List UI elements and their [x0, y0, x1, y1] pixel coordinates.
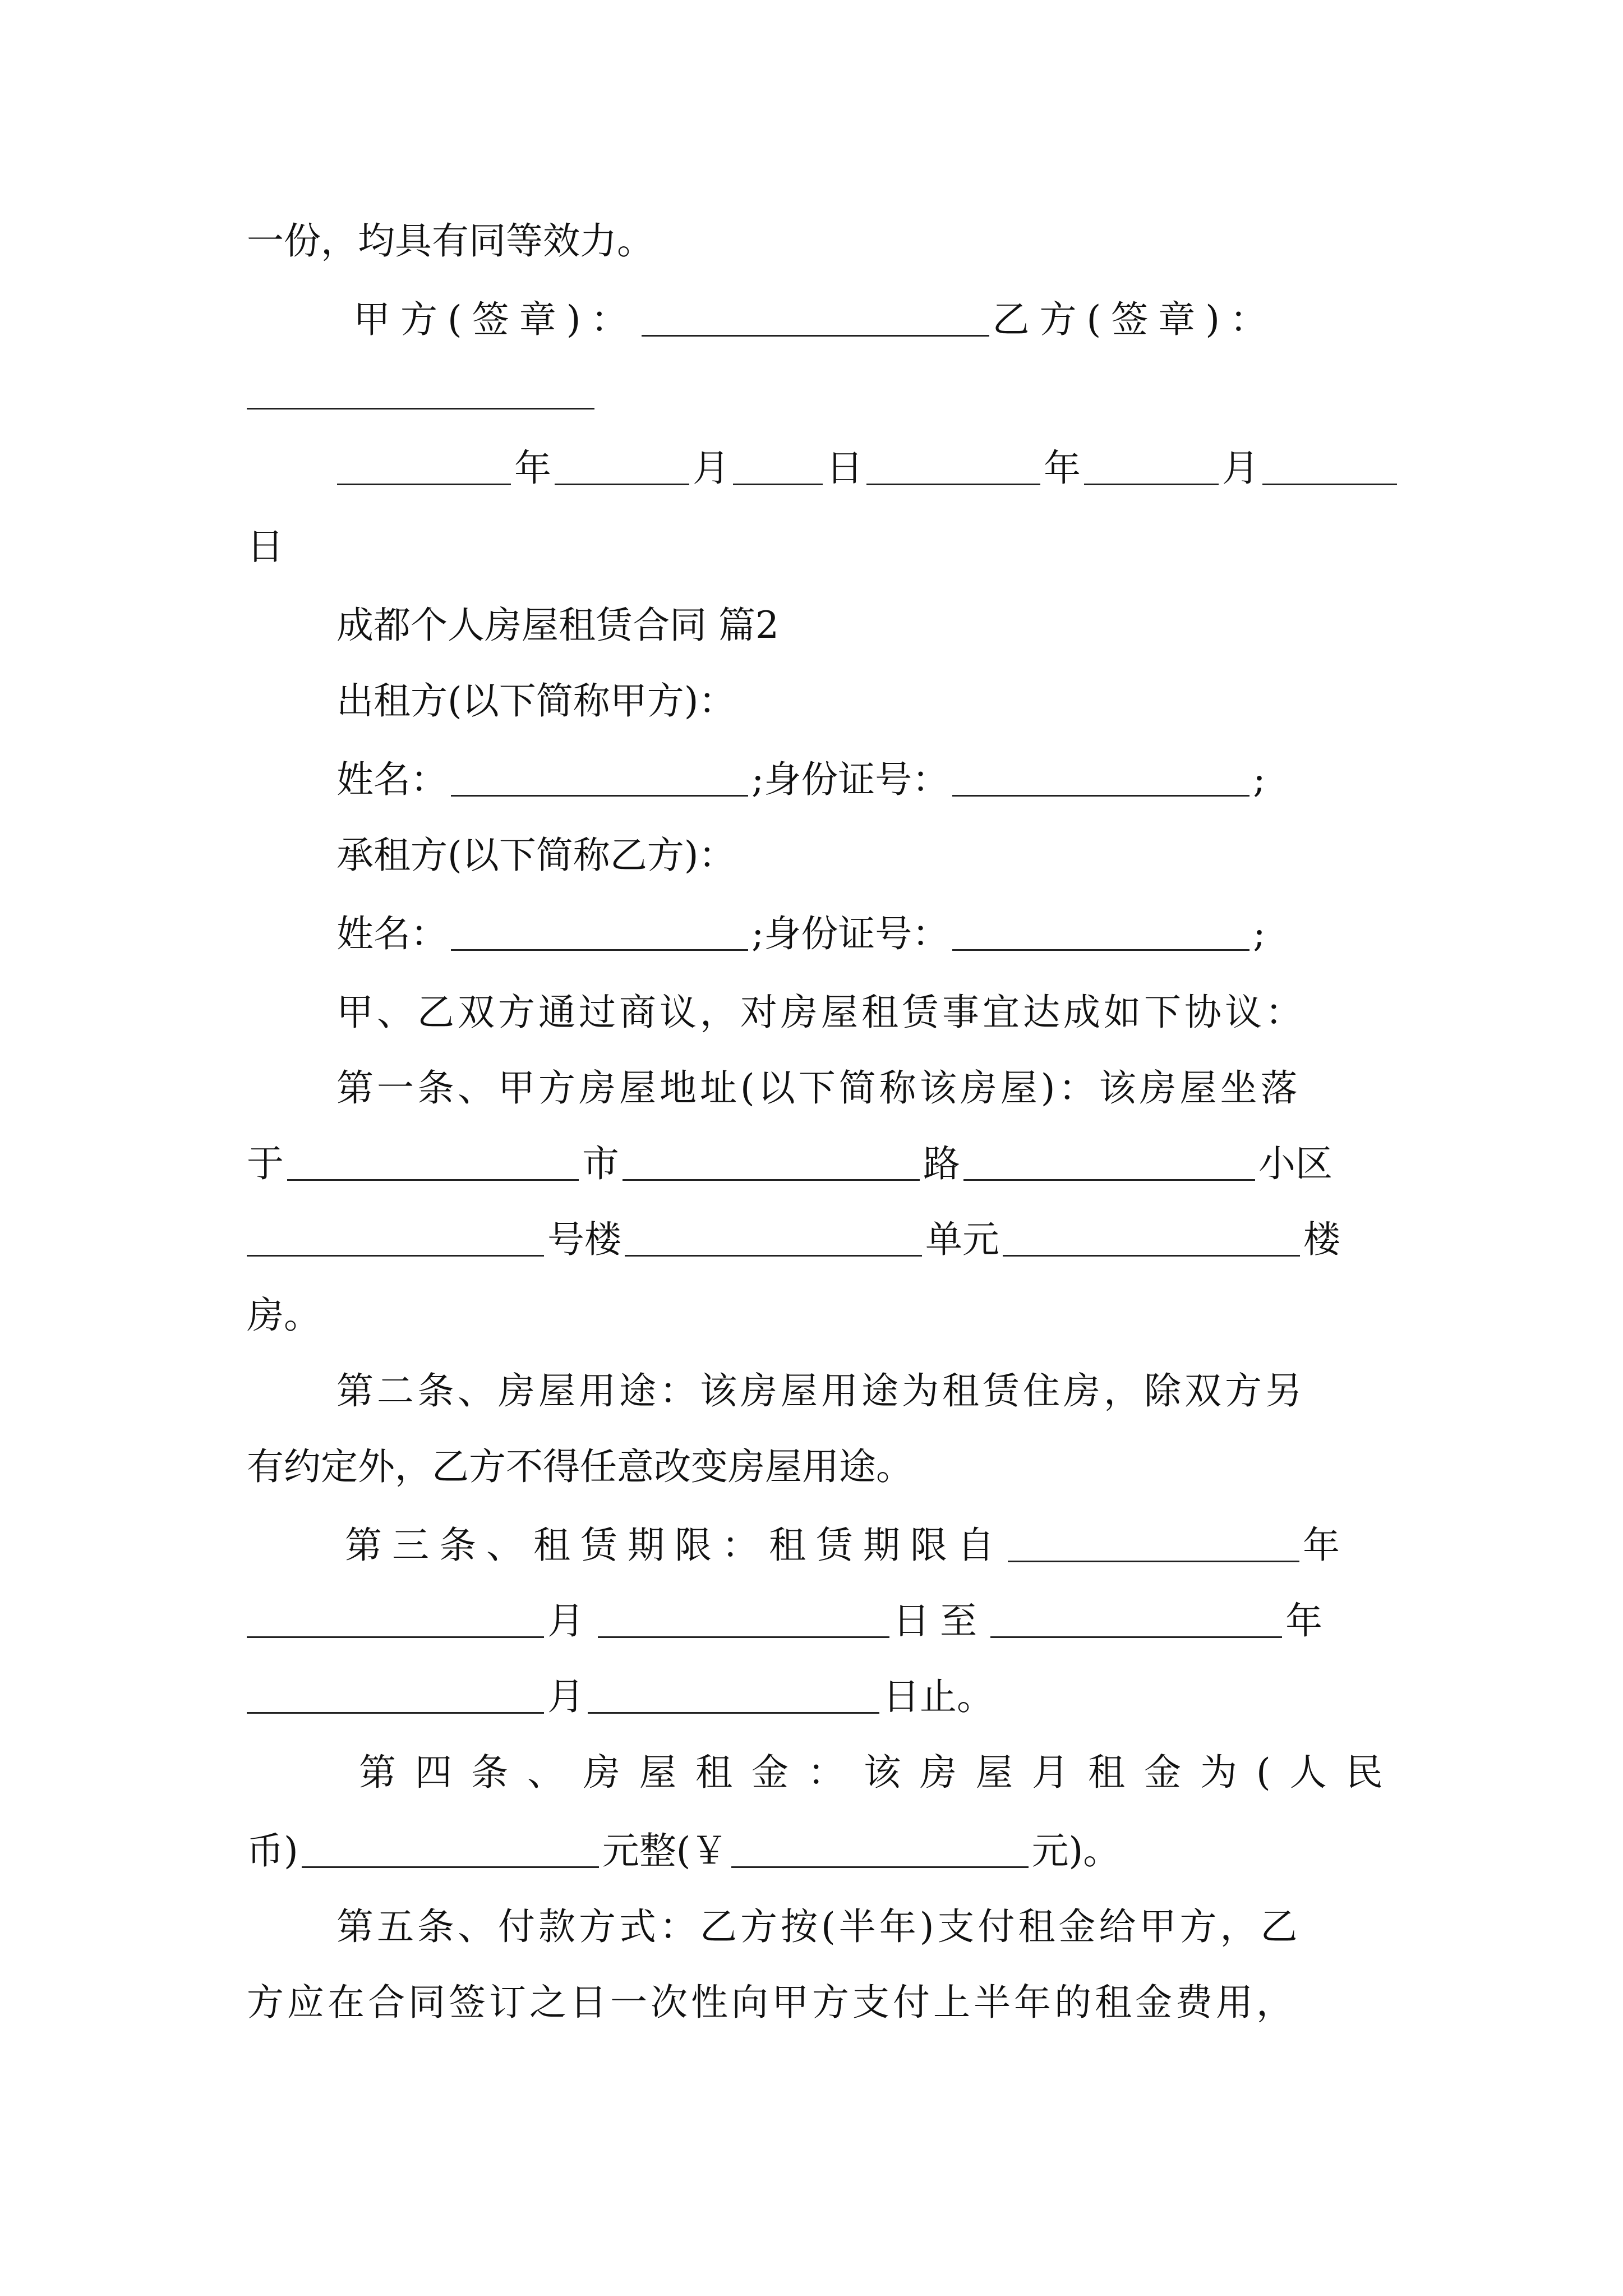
- section-title: 成都个人房屋租赁合同 篇2: [336, 604, 779, 647]
- lessee-name-label: 姓名：: [336, 912, 448, 955]
- article-3-line-3: [247, 1663, 1391, 1731]
- date-month-label-2: 月: [1222, 447, 1259, 490]
- rent-words-suffix: 元整(￥: [602, 1829, 728, 1872]
- date-day-label-2: 日: [247, 525, 284, 568]
- lease-end-year-label: 年: [1285, 1599, 1332, 1642]
- lease-end-day-blank[interactable]: [588, 1675, 879, 1714]
- lease-end-year-blank[interactable]: [990, 1599, 1282, 1638]
- lease-end-prefix: 日至: [893, 1599, 987, 1642]
- rent-amount-words-blank[interactable]: [302, 1829, 599, 1868]
- article-1-building-line: [247, 1206, 1391, 1273]
- lease-start-day-blank[interactable]: [598, 1599, 889, 1638]
- party-b-signature-blank[interactable]: [247, 371, 594, 409]
- text-line-1: 一份，均具有同等效力。: [247, 219, 654, 263]
- article-5-line-1: 第五条、付款方式：乙方按(半年)支付租金给甲方，乙: [336, 1905, 1301, 1948]
- building-label: 号楼: [547, 1218, 621, 1261]
- building-blank[interactable]: [247, 1218, 544, 1257]
- date-day-blank-2[interactable]: [1262, 447, 1397, 485]
- lessor-id-blank[interactable]: [952, 758, 1249, 797]
- date-day-label-1: 日: [826, 447, 863, 490]
- date-month-label-1: 月: [693, 447, 730, 490]
- date-day-blank-1[interactable]: [733, 447, 823, 485]
- lease-end-month-label: 月: [547, 1675, 584, 1718]
- city-label: 市: [582, 1142, 619, 1185]
- address-prefix: 于: [247, 1142, 284, 1185]
- article-2-line-2: 有约定外，乙方不得任意改变房屋用途。: [247, 1445, 913, 1488]
- community-label: 小区: [1258, 1142, 1332, 1185]
- lease-start-year-blank[interactable]: [1008, 1524, 1299, 1562]
- article-1-end: 房。: [247, 1294, 321, 1337]
- lease-term-label: 第三条、租赁期限：租赁期限自: [345, 1524, 1004, 1567]
- lease-end-suffix: 日止。: [883, 1675, 994, 1718]
- article-1-line-1: 第一条、甲方房屋地址(以下简称该房屋)：该房屋坐落: [336, 1066, 1301, 1110]
- lessor-id-label: ;身份证号：: [751, 758, 949, 801]
- lessee-info-line: [336, 900, 1481, 968]
- article-5-line-2: 方应在合同签订之日一次性向甲方支付上半年的租金费用，: [247, 1981, 1297, 2024]
- party-a-signature-label: 甲方(签章)：: [353, 298, 638, 341]
- lessor-heading: 出租方(以下简称甲方)：: [336, 679, 736, 723]
- lessor-info-line: [336, 746, 1481, 813]
- community-blank[interactable]: [963, 1142, 1255, 1181]
- date-year-blank-1[interactable]: [337, 447, 511, 485]
- date-month-blank-1[interactable]: [555, 447, 689, 485]
- party-a-signature-blank[interactable]: [642, 298, 989, 337]
- signature-line: [353, 286, 1497, 353]
- party-b-signature-line: [247, 359, 1391, 426]
- article-4-line-2: [247, 1818, 1391, 1885]
- article-3-line-1: [345, 1512, 1489, 1579]
- road-label: 路: [923, 1142, 960, 1185]
- lessee-line-end: ;: [1253, 912, 1266, 955]
- agreement-intro: 甲、乙双方通过商议，对房屋租赁事宜达成如下协议：: [336, 991, 1306, 1034]
- rent-prefix: 币): [247, 1829, 298, 1872]
- lessee-id-blank[interactable]: [952, 912, 1249, 951]
- lease-start-month-blank[interactable]: [247, 1599, 544, 1638]
- rent-number-suffix: 元)。: [1031, 1829, 1121, 1872]
- unit-label: 单元: [925, 1218, 999, 1261]
- rent-amount-number-blank[interactable]: [731, 1829, 1029, 1868]
- article-3-line-2: [247, 1588, 1391, 1655]
- lessee-name-blank[interactable]: [451, 912, 748, 951]
- date-line: [334, 435, 1478, 502]
- date-year-label-1: 年: [514, 447, 551, 490]
- article-2-line-1: 第二条、房屋用途：该房屋用途为租赁住房，除双方另: [336, 1369, 1306, 1412]
- road-blank[interactable]: [623, 1142, 920, 1181]
- article-4-line-1: 第四条、房屋租金：该房屋月租金为(人民: [359, 1751, 1402, 1794]
- date-month-blank-2[interactable]: [1084, 447, 1219, 485]
- lessor-name-blank[interactable]: [451, 758, 748, 797]
- lessor-line-end: ;: [1253, 758, 1266, 801]
- floor-blank[interactable]: [1003, 1218, 1300, 1257]
- floor-label: 楼: [1303, 1218, 1340, 1261]
- lease-start-month-label: 月: [547, 1599, 594, 1642]
- unit-blank[interactable]: [625, 1218, 922, 1257]
- lease-end-month-blank[interactable]: [247, 1675, 544, 1714]
- date-year-blank-2[interactable]: [866, 447, 1040, 485]
- party-b-signature-label: 乙方(签章)：: [992, 298, 1277, 341]
- date-year-label-2: 年: [1044, 447, 1081, 490]
- city-blank[interactable]: [287, 1142, 579, 1181]
- lessor-name-label: 姓名：: [336, 758, 448, 801]
- lessee-id-label: ;身份证号：: [751, 912, 949, 955]
- lease-start-year-label: 年: [1303, 1524, 1350, 1567]
- article-1-address-line: [247, 1130, 1391, 1198]
- lessee-heading: 承租方(以下简称乙方)：: [336, 834, 736, 877]
